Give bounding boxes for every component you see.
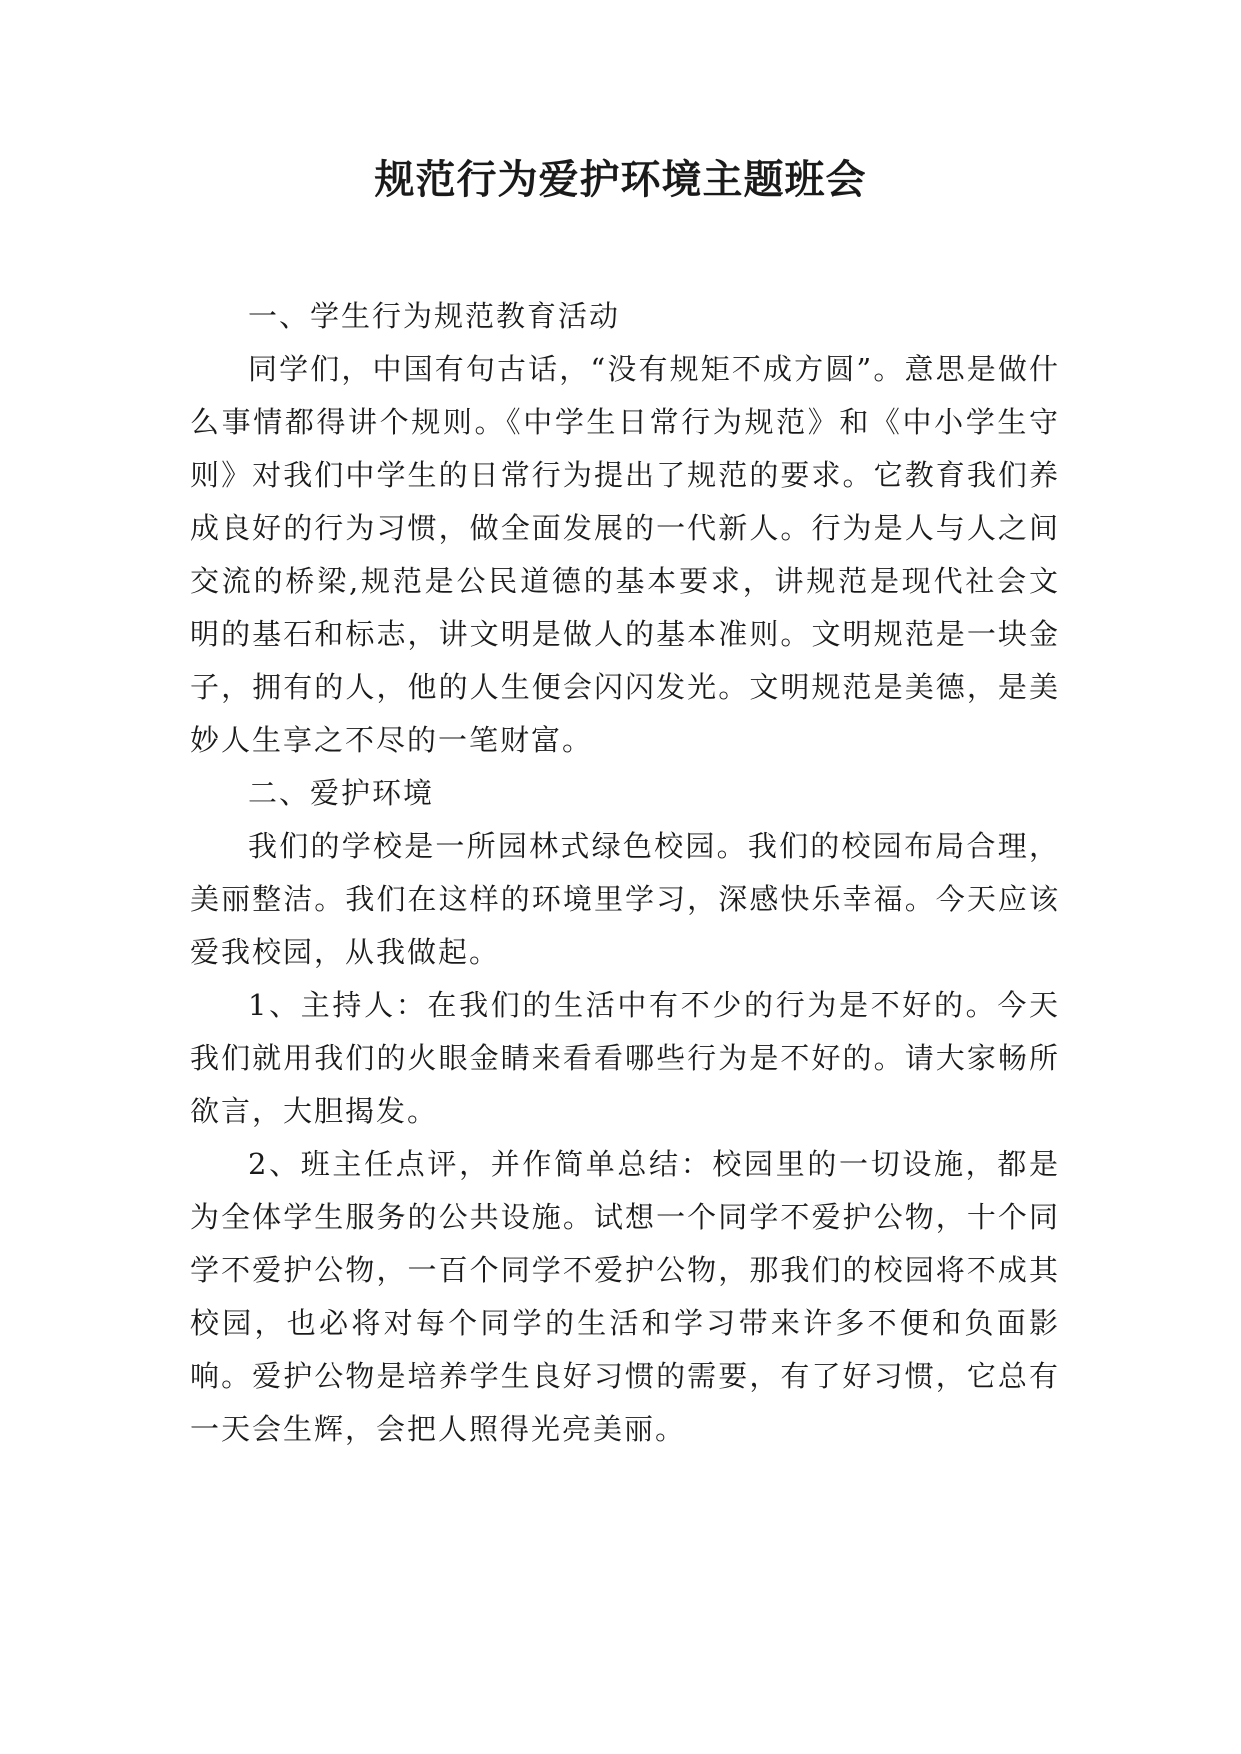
paragraph-campus: 我们的学校是一所园林式绿色校园。我们的校园布局合理，美丽整洁。我们在这样的环境里学习，深感快乐幸福。今天应该爱我校园，从我做起。 (190, 829, 1060, 969)
paragraph-host: 1、主持人：在我们的生活中有不少的行为是不好的。今天我们就用我们的火眼金睛来看看哪些行为是不好的。请大家畅所欲言，大胆揭发。 (190, 988, 1060, 1128)
document-body (190, 290, 1060, 1456)
section-heading-2: 二、爱护环境 (248, 776, 435, 810)
section-heading-1: 一、学生行为规范教育活动 (248, 299, 621, 333)
paragraph-teacher-summary: 2、班主任点评，并作简单总结：校园里的一切设施，都是为全体学生服务的公共设施。试想一个同学不爱护公物，十个同学不爱护公物，一百个同学不爱护公物，那我们的校园将不成其校园，也必将对每个同学的生活和学习带来许多不便和负面影响。爱护公物是培养学生良好习惯的需要，有了好习惯，它总有一天会生辉，会把人照得光亮美丽。 (190, 1147, 1060, 1446)
paragraph-behavior-norms: 同学们，中国有句古话，“没有规矩不成方圆”。意思是做什么事情都得讲个规则。《中学生日常行为规范》和《中小学生守则》对我们中学生的日常行为提出了规范的要求。它教育我们养成良好的行为习惯，做全面发展的一代新人。行为是人与人之间交流的桥梁,规范是公民道德的基本要求，讲规范是现代社会文明的基石和标志，讲文明是做人的基本准则。文明规范是一块金子，拥有的人，他的人生便会闪闪发光。文明规范是美德，是美妙人生享之不尽的一笔财富。 (190, 352, 1060, 757)
document-title: 规范行为爱护环境主题班会 (374, 157, 867, 203)
